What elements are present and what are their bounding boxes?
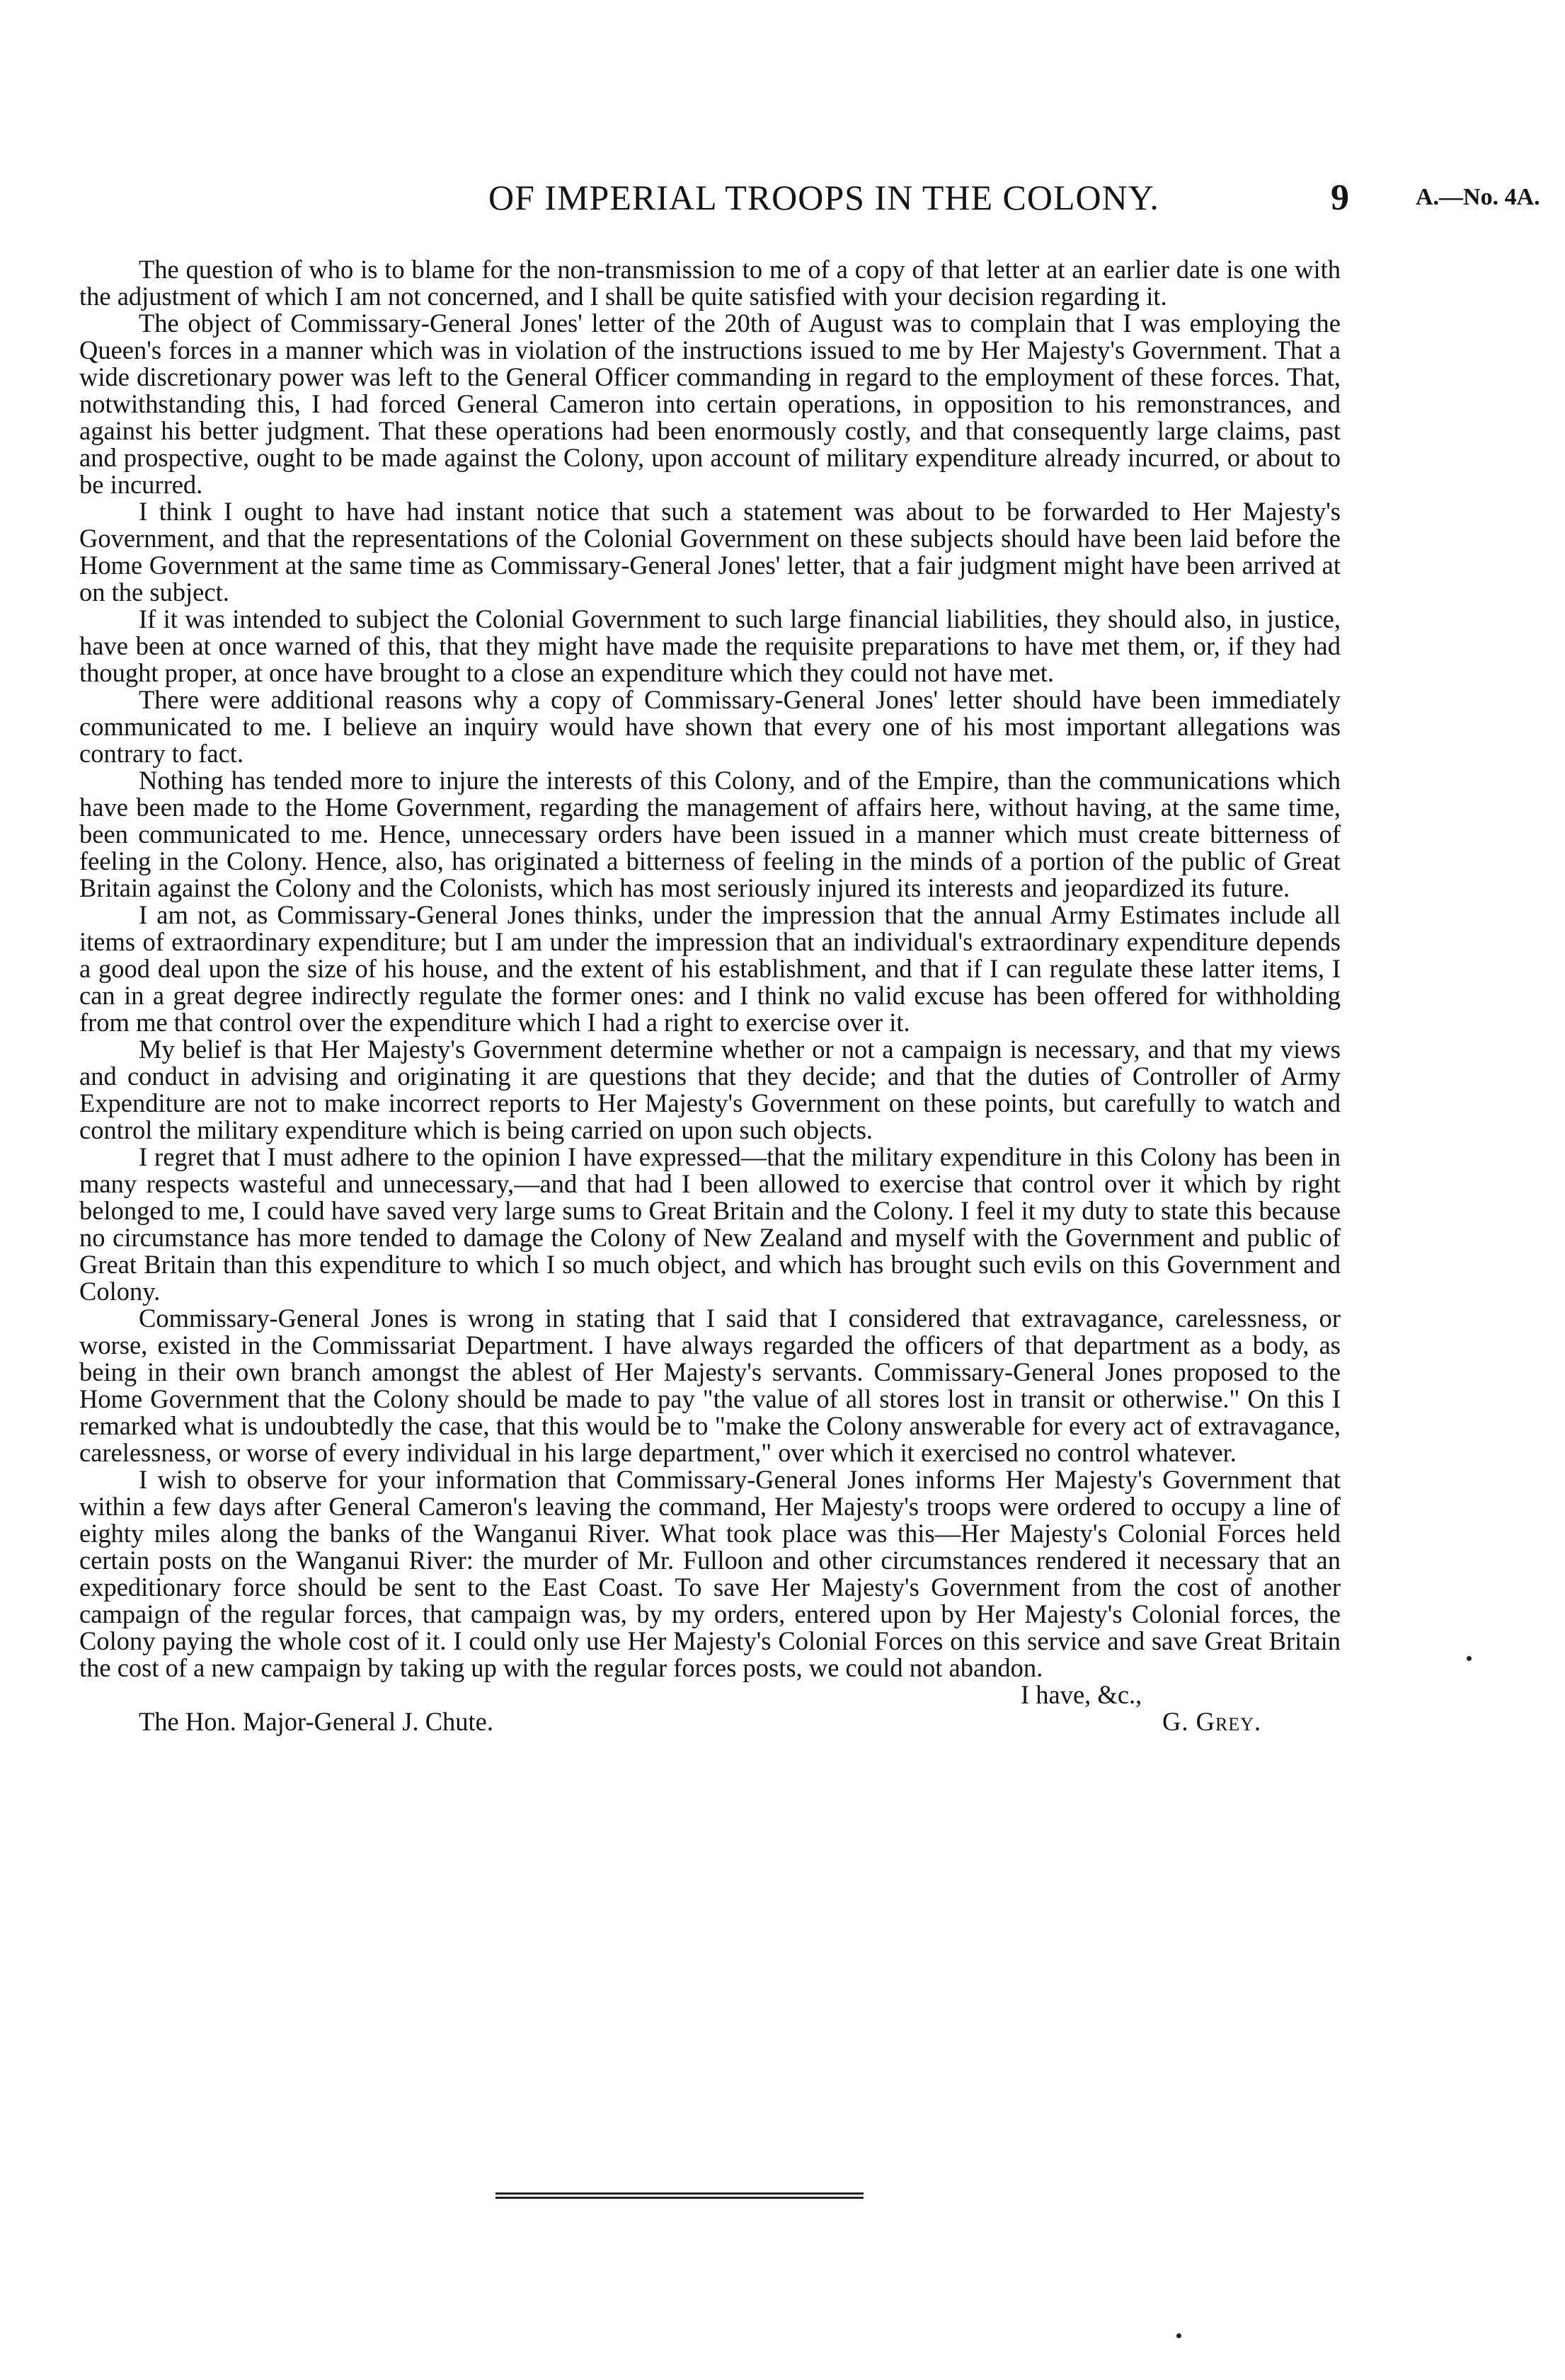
letter-body (79, 256, 1341, 1735)
page-header (0, 177, 1565, 226)
running-title: OF IMPERIAL TROOPS IN THE COLONY. (488, 178, 1159, 217)
margin-speck (1467, 1656, 1472, 1661)
paragraph: There were additional reasons why a copy of Commissary-General Jones' letter should have been immediately communicated to me. I believe an inquiry would have shown that every one of his most important allegations was contrary to fact. (79, 685, 1341, 768)
paragraph: I am not, as Commissary-General Jones thinks, under the impression that the annual Army Estimates include all items of extraordinary expenditure; but I am under the impression that an individual's extraordinary expenditure depends a good deal upon the size of his house, and the extent of his establishment, and that if I can regulate these latter items, I can in a great degree indirectly regulate the former ones: and I think no valid excuse has been offered for withholding from me that control over the expenditure which I had a right to exercise over it. (79, 900, 1341, 1037)
letter-signoff (79, 1681, 1341, 1735)
closing-line: I have, &c., (1021, 1680, 1142, 1709)
paragraph: I think I ought to have had instant notice that such a statement was about to be forwarded to Her Majesty's Government, and that the representations of the Colonial Government on these subjects should have been laid before the Home Government at the same time as Commissary-General Jones' letter, that a fair judgment might have been arrived at on the subject. (79, 497, 1341, 607)
paragraph: If it was intended to subject the Colonial Government to such large financial liabilities, they should also, in justice, have been at once warned of this, that they might have made the requisite preparations to have met them, or, if they had thought proper, at once have brought to a close an expenditure which they could not have met. (79, 604, 1341, 687)
paragraph: I regret that I must adhere to the opinion I have expressed—that the military expenditure in this Colony has been in many respects wasteful and unnecessary,—and that had I been allowed to exercise that control over it which by right belonged to me, I could have saved very large sums to Great Britain and the Colony. I feel it my duty to state this because no circumstance has more tended to damage the Colony of New Zealand and myself with the Government and public of Great Britain than this expenditure to which I so much object, and which has brought such evils on this Government and Colony. (79, 1142, 1341, 1306)
addressee-line: The Hon. Major-General J. Chute. (139, 1707, 494, 1736)
paragraph: The question of who is to blame for the non-transmission to me of a copy of that letter at an earlier date is one with the adjustment of which I am not concerned, and I shall be quite satisfied with your decision regarding it. (79, 255, 1341, 311)
signature: G. Grey. (1162, 1707, 1262, 1736)
page-number: 9 (1331, 178, 1349, 218)
paragraph: Commissary-General Jones is wrong in stating that I said that I considered that extravagance, carelessness, or worse, existed in the Commissariat Department. I have always regarded the officers of that department as a body, as being in their own branch amongst the ablest of Her Majesty's servants. Commissary-General Jones proposed to the Home Government that the Colony should be made to pay "the value of all stores lost in transit or otherwise." On this I remarked what is undoubtedly the case, that this would be to "make the Colony answerable for every act of extravagance, carelessness, or worse of every individual in his large department," over which it exercised no control whatever. (79, 1304, 1341, 1467)
paragraph: I wish to observe for your information that Commissary-General Jones informs Her Majesty's Government that within a few days after General Cameron's leaving the command, Her Majesty's troops were ordered to occupy a line of eighty miles along the banks of the Wanganui River. What took place was this—Her Majesty's Colonial Forces held certain posts on the Wanganui River: the murder of Mr. Fulloon and other circumstances rendered it necessary that an expeditionary force should be sent to the East Coast. To save Her Majesty's Government from the cost of another campaign of the regular forces, that campaign was, by my orders, entered upon by Her Majesty's Colonial forces, the Colony paying the whole cost of it. I could only use Her Majesty's Colonial Forces on this service and save Great Britain the cost of a new campaign by taking up with the regular forces posts, we could not abandon. (79, 1465, 1341, 1682)
paragraph: My belief is that Her Majesty's Government determine whether or not a campaign is necessary, and that my views and conduct in advising and originating it are questions that they decide; and that the duties of Controller of Army Expenditure are not to make incorrect reports to Her Majesty's Government on these points, but carefully to watch and control the military expenditure which is being carried on upon such objects. (79, 1035, 1341, 1144)
margin-speck (1176, 2333, 1181, 2338)
document-reference: A.—No. 4A. (1416, 184, 1540, 210)
paragraph: The object of Commissary-General Jones' letter of the 20th of August was to complain that I was employing the Queen's forces in a manner which was in violation of the instructions issued to me by Her Majesty's Government. That a wide discretionary power was left to the General Officer commanding in regard to the employment of these forces. That, notwithstanding this, I had forced General Cameron into certain operations, in opposition to his remonstrances, and against his better judgment. That these operations had been enormously costly, and that consequently large claims, past and prospective, ought to be made against the Colony, upon account of military expenditure already incurred, or about to be incurred. (79, 309, 1341, 499)
paragraph: Nothing has tended more to injure the interests of this Colony, and of the Empire, than the communications which have been made to the Home Government, regarding the management of affairs here, without having, at the same time, been communicated to me. Hence, unnecessary orders have been issued in a manner which must create bitterness of feeling in the Colony. Hence, also, has originated a bitterness of feeling in the minds of a portion of the public of Great Britain against the Colony and the Colonists, which has most seriously injured its interests and jeopardized its future. (79, 766, 1341, 902)
section-divider (495, 2192, 864, 2199)
